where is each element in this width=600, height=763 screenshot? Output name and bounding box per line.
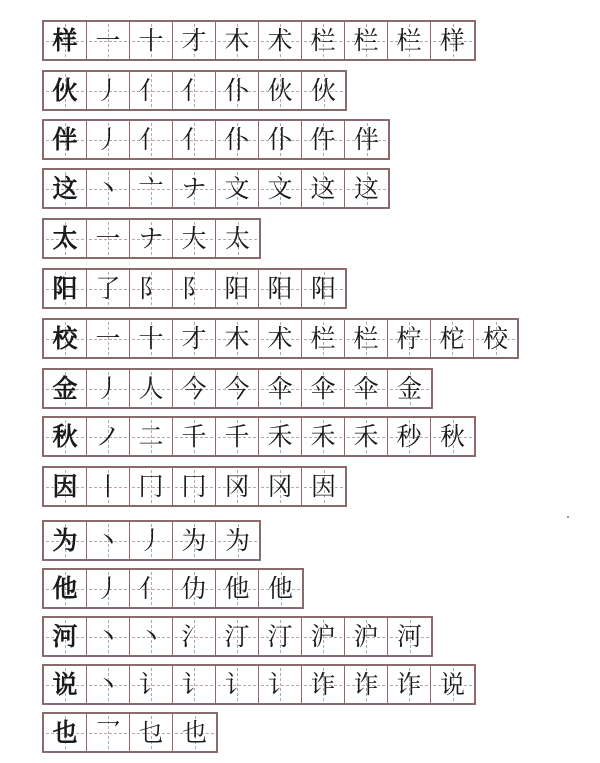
character-cell: 说 (44, 666, 87, 703)
stroke-cell: 柁 (431, 320, 474, 357)
stroke-cell: 人 (130, 370, 173, 407)
character-cell: 伴 (44, 121, 87, 158)
character-cell: 阳 (44, 270, 87, 307)
stroke-cell: 仵 (302, 121, 345, 158)
stroke-row (42, 119, 390, 160)
stroke-row (42, 168, 390, 209)
stroke-cell: 阳 (259, 270, 302, 307)
stroke-cell: 诈 (302, 666, 345, 703)
stroke-cell: ナ (130, 220, 173, 257)
stroke-cell: 伞 (302, 370, 345, 407)
character-cell: 这 (44, 170, 87, 207)
stroke-cell: 阝 (130, 270, 173, 307)
stroke-cell: 今 (173, 370, 216, 407)
stroke-cell: 冈 (216, 468, 259, 505)
stroke-cell: 千 (173, 418, 216, 455)
stroke-cell: 丿 (130, 522, 173, 559)
stroke-cell: 他 (259, 570, 302, 607)
stroke-row (42, 712, 218, 753)
stroke-row (42, 368, 433, 409)
stroke-cell: 氵 (173, 618, 216, 655)
stroke-cell: 栏 (345, 320, 388, 357)
stroke-row (42, 568, 304, 609)
stroke-cell: 丶 (87, 618, 130, 655)
stroke-cell: 禾 (259, 418, 302, 455)
stroke-cell: 丿 (87, 570, 130, 607)
stroke-cell: 讠 (259, 666, 302, 703)
stroke-row (42, 466, 347, 507)
stroke-cell: 文 (259, 170, 302, 207)
stroke-cell: 太 (216, 220, 259, 257)
stroke-cell: 木 (216, 22, 259, 59)
stroke-cell: 冂 (173, 468, 216, 505)
stroke-cell: 亻 (173, 121, 216, 158)
stroke-cell: 十 (130, 22, 173, 59)
stroke-cell: 金 (388, 370, 431, 407)
character-cell: 河 (44, 618, 87, 655)
stroke-cell: 乜 (130, 714, 173, 751)
stroke-cell: 亻 (130, 121, 173, 158)
character-cell: 他 (44, 570, 87, 607)
stroke-cell: 这 (345, 170, 388, 207)
stroke-cell: 说 (431, 666, 474, 703)
stroke-cell: 汀 (259, 618, 302, 655)
stroke-cell: 阳 (302, 270, 345, 307)
stroke-cell: 一 (87, 22, 130, 59)
stroke-cell: 仆 (216, 121, 259, 158)
stroke-cell: 秒 (388, 418, 431, 455)
stroke-cell: 秋 (431, 418, 474, 455)
stroke-cell: 因 (302, 468, 345, 505)
stroke-cell: ナ (173, 170, 216, 207)
stroke-cell: 冂 (130, 468, 173, 505)
stroke-row (42, 318, 519, 359)
stroke-cell: 诈 (388, 666, 431, 703)
stroke-cell: 今 (216, 370, 259, 407)
stroke-cell: 丨 (87, 468, 130, 505)
stroke-cell: 了 (87, 270, 130, 307)
stroke-cell: 阳 (216, 270, 259, 307)
stroke-cell: 栏 (302, 320, 345, 357)
stroke-cell: 禾 (345, 418, 388, 455)
stroke-cell: 冈 (259, 468, 302, 505)
stroke-cell: 讠 (130, 666, 173, 703)
stroke-cell: 伞 (259, 370, 302, 407)
stroke-cell: 丶 (87, 170, 130, 207)
stroke-cell: 亻 (173, 72, 216, 109)
stroke-cell: 亻 (130, 72, 173, 109)
stroke-cell: 伴 (345, 121, 388, 158)
stroke-cell: 才 (173, 320, 216, 357)
stroke-cell: 仆 (216, 72, 259, 109)
stroke-cell: 丿 (87, 72, 130, 109)
character-cell: 伙 (44, 72, 87, 109)
stroke-cell: 一 (87, 220, 130, 257)
stroke-cell: ノ (87, 418, 130, 455)
stroke-cell: 伞 (345, 370, 388, 407)
stroke-cell: 亠 (130, 170, 173, 207)
stroke-cell: 仆 (259, 121, 302, 158)
stroke-cell: 大 (173, 220, 216, 257)
stroke-cell: 诈 (345, 666, 388, 703)
stroke-cell: 二 (130, 418, 173, 455)
stroke-cell: 这 (302, 170, 345, 207)
character-cell: 太 (44, 220, 87, 257)
stroke-cell: 校 (474, 320, 517, 357)
stroke-cell: 术 (259, 22, 302, 59)
stroke-cell: 才 (173, 22, 216, 59)
stroke-cell: 十 (130, 320, 173, 357)
stroke-cell: 伙 (259, 72, 302, 109)
stroke-cell: 丶 (87, 522, 130, 559)
stroke-row (42, 70, 347, 111)
stray-dot (567, 516, 569, 518)
stroke-cell: 阝 (173, 270, 216, 307)
stroke-cell: 一 (87, 320, 130, 357)
stroke-cell: 他 (216, 570, 259, 607)
stroke-cell: 丶 (130, 618, 173, 655)
character-cell: 为 (44, 522, 87, 559)
stroke-row (42, 218, 261, 259)
stroke-row (42, 268, 347, 309)
stroke-cell: 沪 (345, 618, 388, 655)
stroke-cell: 河 (388, 618, 431, 655)
stroke-cell: 文 (216, 170, 259, 207)
stroke-cell: 丿 (87, 370, 130, 407)
stroke-row (42, 20, 476, 61)
stroke-cell: 丿 (87, 121, 130, 158)
stroke-cell: 沪 (302, 618, 345, 655)
stroke-cell: 栏 (388, 22, 431, 59)
stroke-cell: 伙 (302, 72, 345, 109)
stroke-row (42, 416, 476, 457)
stroke-cell: 汀 (216, 618, 259, 655)
stroke-cell: 亻 (130, 570, 173, 607)
stroke-cell: 乛 (87, 714, 130, 751)
character-cell: 校 (44, 320, 87, 357)
stroke-cell: 丶 (87, 666, 130, 703)
stroke-cell: 木 (216, 320, 259, 357)
stroke-cell: 术 (259, 320, 302, 357)
stroke-row (42, 664, 476, 705)
character-cell: 秋 (44, 418, 87, 455)
stroke-cell: 讠 (216, 666, 259, 703)
character-cell: 金 (44, 370, 87, 407)
stroke-row (42, 616, 433, 657)
stroke-cell: 为 (173, 522, 216, 559)
stroke-cell: 柠 (388, 320, 431, 357)
stroke-cell: 千 (216, 418, 259, 455)
character-cell: 因 (44, 468, 87, 505)
stroke-cell: 为 (216, 522, 259, 559)
stroke-cell: 也 (173, 714, 216, 751)
stroke-cell: 栏 (345, 22, 388, 59)
character-cell: 也 (44, 714, 87, 751)
stroke-cell: 禾 (302, 418, 345, 455)
stroke-cell: 讠 (173, 666, 216, 703)
stroke-cell: 样 (431, 22, 474, 59)
character-cell: 样 (44, 22, 87, 59)
stroke-cell: 栏 (302, 22, 345, 59)
stroke-cell: 仂 (173, 570, 216, 607)
stroke-row (42, 520, 261, 561)
